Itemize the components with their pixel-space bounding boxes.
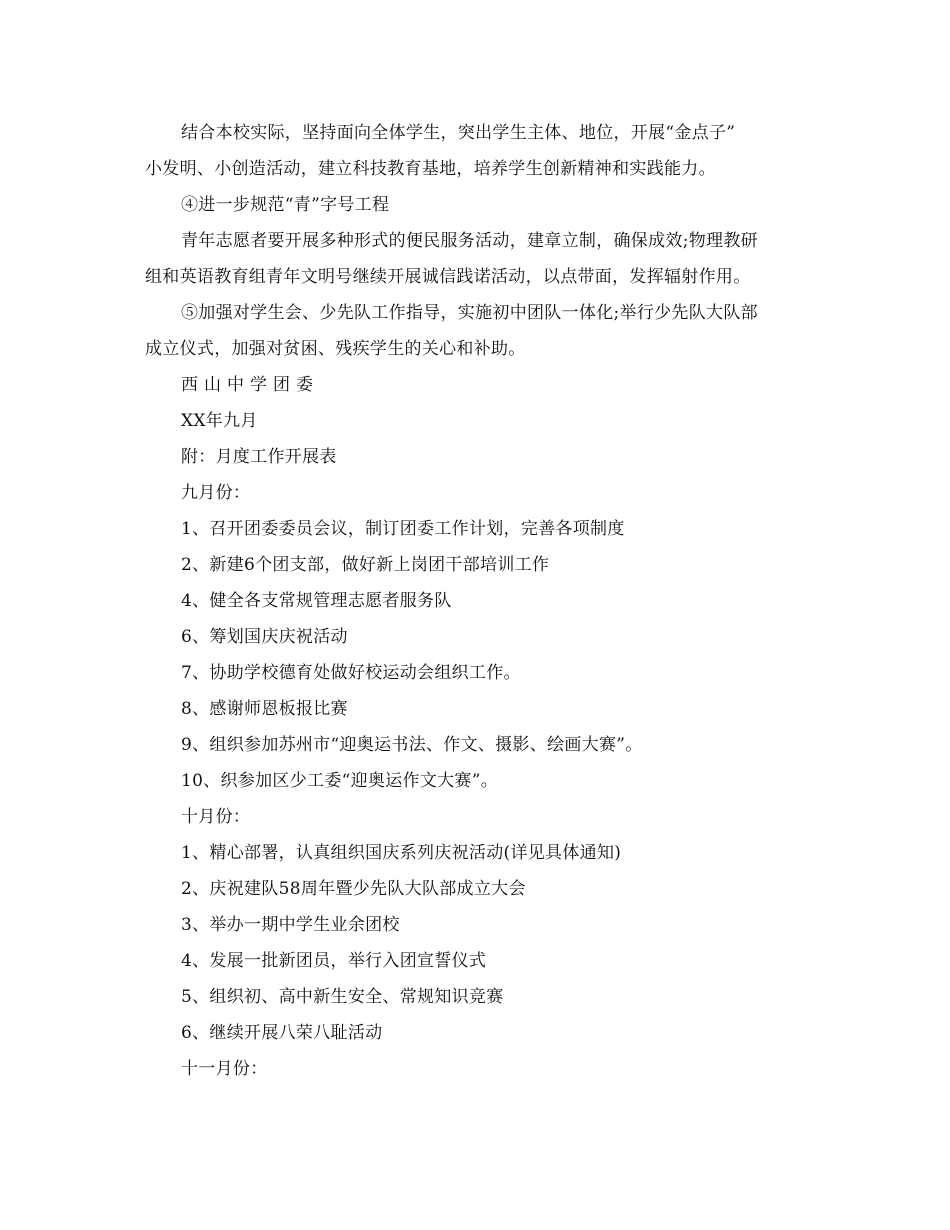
list-item: 7、协助学校德育处做好校运动会组织工作。 [181, 663, 521, 683]
list-item: 8、感谢师恩板报比赛 [181, 699, 348, 719]
paragraph-line: 成立仪式，加强对贫困、残疾学生的关心和补助。 [145, 339, 526, 359]
document-date: XX年九月 [181, 411, 258, 431]
list-item: 2、庆祝建队58周年暨少先队大队部成立大会 [181, 879, 526, 899]
paragraph-line: 结合本校实际，坚持面向全体学生，突出学生主体、地位，开展“金点子” [181, 123, 736, 143]
list-item: 6、继续开展八荣八耻活动 [181, 1023, 383, 1043]
list-item: 1、召开团委委员会议，制订团委工作计划，完善各项制度 [181, 519, 625, 539]
month-heading-october: 十月份： [181, 807, 251, 827]
list-item: 9、组织参加苏州市“迎奥运书法、作文、摄影、绘画大赛”。 [181, 735, 643, 755]
list-item: 2、新建6个团支部，做好新上岗团干部培训工作 [181, 555, 550, 575]
list-item: 4、发展一批新团员，举行入团宣誓仪式 [181, 951, 487, 971]
document-body [145, 115, 810, 1087]
paragraph-line: 小发明、小创造活动，建立科技教育基地，培养学生创新精神和实践能力。 [145, 159, 716, 179]
list-item: 1、精心部署，认真组织国庆系列庆祝活动(详见具体通知) [181, 843, 622, 863]
list-item: 10、织参加区少工委“迎奥运作文大赛”。 [181, 771, 499, 791]
list-item: 3、举办一期中学生业余团校 [181, 915, 400, 935]
appendix-title: 附：月度工作开展表 [181, 447, 337, 467]
organization-signature: 西 山 中 学 团 委 [181, 375, 314, 395]
list-item: 4、健全各支常规管理志愿者服务队 [181, 591, 452, 611]
list-item: 5、组织初、高中新生安全、常规知识竞赛 [181, 987, 504, 1007]
month-heading-november: 十一月份： [181, 1059, 268, 1079]
paragraph-line: 组和英语教育组青年文明号继续开展诚信践诺活动，以点带面，发挥辐射作用。 [145, 267, 751, 287]
month-heading-september: 九月份： [181, 483, 251, 503]
paragraph-line: ⑤加强对学生会、少先队工作指导，实施初中团队一体化;举行少先队大队部 [181, 303, 758, 323]
section-heading: ④进一步规范“青”字号工程 [181, 195, 390, 215]
list-item: 6、筹划国庆庆祝活动 [181, 627, 348, 647]
paragraph-line: 青年志愿者要开展多种形式的便民服务活动，建章立制，确保成效;物理教研 [181, 231, 758, 251]
